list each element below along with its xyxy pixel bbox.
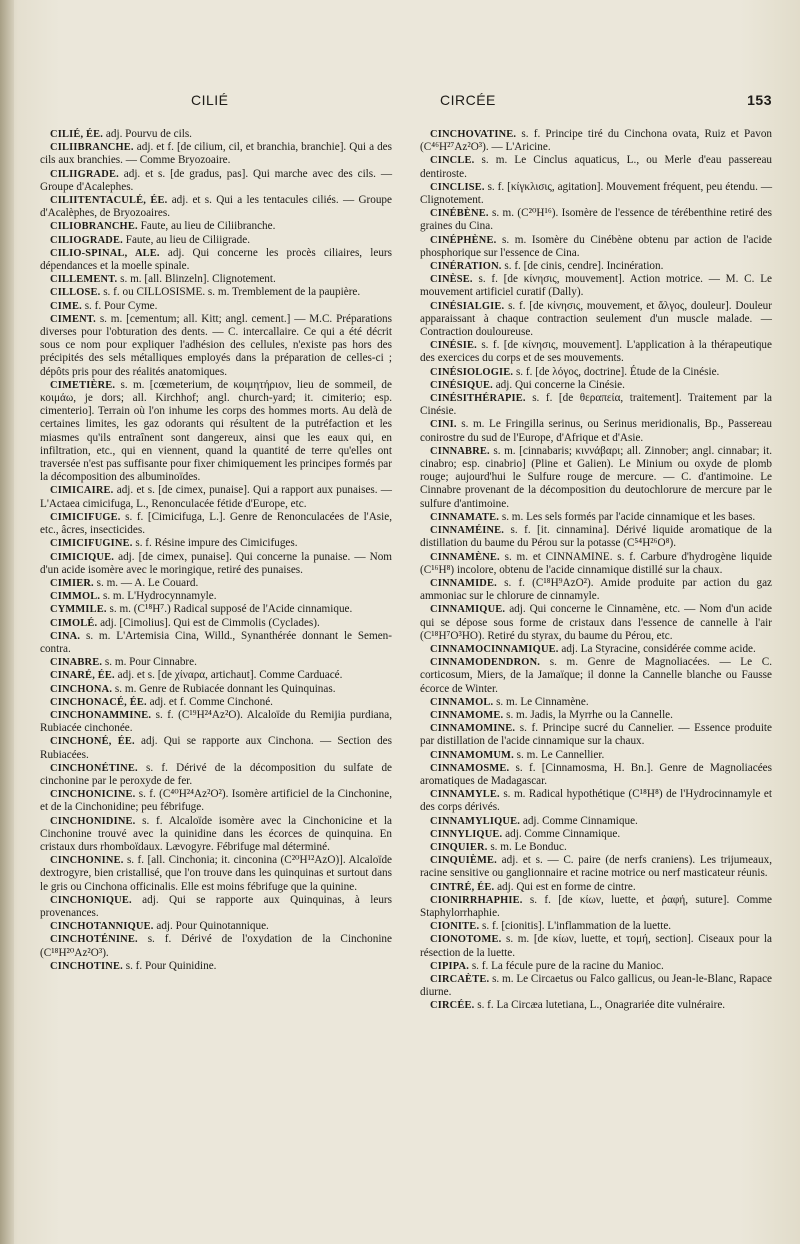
entry-headword: CINCHONIDINE. <box>50 815 136 827</box>
dictionary-entry <box>420 551 772 577</box>
entry-headword: CINÉPHÈNE. <box>430 234 497 246</box>
entry-headword: CINCHONÉTINE. <box>50 762 138 774</box>
entry-headword: CINCHONAMMINE. <box>50 709 152 721</box>
entry-headword: CINCHOTÉNINE. <box>50 934 138 946</box>
dictionary-entry <box>420 999 772 1012</box>
entry-definition: Faute, au lieu de Ciliibranche. <box>140 220 276 233</box>
entry-headword: CIPIPA. <box>430 960 470 972</box>
dictionary-entry <box>40 484 392 510</box>
entry-definition: s. m. Le Bonduc. <box>490 840 567 853</box>
entry-headword: CILIOBRANCHE. <box>50 221 138 233</box>
dictionary-entry <box>420 854 772 880</box>
entry-headword: CINQUIÈME. <box>430 855 497 867</box>
entry-headword: CINÉSIQUE. <box>430 379 493 391</box>
entry-headword: CILIIGRADE. <box>50 168 119 180</box>
entry-headword: CINNAMOCINNAMIQUE. <box>430 643 559 655</box>
entry-definition: s. f. [cionitis]. L'inflammation de la luette. <box>482 920 672 933</box>
dictionary-entry <box>420 392 772 418</box>
entry-definition: adj. Qui se rapporte aux Quinquinas, à leurs provenances. <box>40 893 392 919</box>
entry-definition: s. m. (C¹⁸H⁷.) Radical supposé de l'Acide cinnamique. <box>109 603 353 616</box>
entry-headword: CINNAMIQUE. <box>430 604 506 616</box>
entry-headword: CINI. <box>430 419 457 431</box>
entry-definition: s. f. Principe sucré du Cannelier. — Essence produite par distillation de l'acide cinnamique sur la chaux. <box>420 722 773 748</box>
entry-definition: s. m. Les sels formés par l'acide cinnamique et les bases. <box>501 510 756 523</box>
entry-definition: s. f. (C¹⁸H⁹AzO²). Amide produite par action du gaz ammoniac sur le chlorure de cinnamyle. <box>420 576 772 603</box>
entry-headword: CINCHONINE. <box>50 855 124 867</box>
entry-definition: s. f. [de cinis, cendre]. Incinération. <box>504 260 664 273</box>
entry-definition: s. m. Pour Cinnabre. <box>104 656 197 669</box>
dictionary-entry <box>420 577 772 603</box>
entry-definition: s. f. ou CILLOSISME. s. m. Tremblement de la paupière. <box>103 286 361 299</box>
entry-definition: s. f. [de κίνησις, mouvement, et ἄλγος, douleur]. Douleur apparaissant à chaque contraction seulement d'un muscle malade. — Contraction douloureuse. <box>420 299 772 339</box>
entry-definition: adj. Qui concerne les procès ciliaires, leurs dépendances et la moelle spinale. <box>40 246 392 273</box>
entry-headword: CINCHONÉ, ÉE. <box>50 736 135 748</box>
entry-definition: adj. et s. [de cimex, punaise]. Qui a rapport aux punaises. — L'Actaea cimicifuga, L., Renonculacée fétide d'Europe, etc. <box>40 484 392 510</box>
dictionary-entry <box>40 234 392 247</box>
entry-definition: adj. Qui est en forme de cintre. <box>497 880 636 893</box>
entry-definition: s. m. [all. Blinzeln]. Clignotement. <box>120 273 276 286</box>
entry-headword: CIMMOL. <box>50 591 101 603</box>
entry-headword: CYMMILE. <box>50 604 107 616</box>
entry-definition: adj. Qui se rapporte aux Cinchona. — Section des Rubiacées. <box>40 735 393 761</box>
entry-headword: CIME. <box>50 300 82 312</box>
dictionary-entry <box>40 273 392 286</box>
entry-headword: CILLOSE. <box>50 287 101 299</box>
entry-definition: s. m. Genre de Rubiacée donnant les Quinquinas. <box>114 682 336 695</box>
entry-headword: CINNAMYLE. <box>430 789 500 801</box>
entry-definition: s. m. [cementum; all. Kitt; angl. cement.] — M.C. Préparations diverses pour l'obturation des dents. — C. intercallaire. Ce qui a été décrit sous ce nom pour expliquer l'adhésion des cellules, n'existe pas hors des précipités des sels métalliques employés dans la préparation de celles-ci ; dépôts pris pour des réalités anatomiques. <box>40 312 392 378</box>
entry-headword: CINÉSITHÉRAPIE. <box>430 393 526 405</box>
dictionary-entry <box>40 537 392 550</box>
entry-headword: CILIIBRANCHE. <box>50 142 134 154</box>
dictionary-entry <box>40 762 392 788</box>
dictionary-entry <box>420 749 772 762</box>
entry-headword: CIONIRRHAPHIE. <box>430 894 523 906</box>
entry-headword: CINA. <box>50 630 81 642</box>
entry-headword: CINNAMÈNE. <box>430 551 500 563</box>
dictionary-entry <box>40 313 392 379</box>
dictionary-entry <box>40 920 392 933</box>
entry-headword: CINCHONICINE. <box>50 789 136 801</box>
dictionary-entry <box>420 722 772 748</box>
entry-definition: s. m. L'Hydrocynnamyle. <box>102 590 217 603</box>
entry-headword: CIMICIFUGE. <box>50 511 121 523</box>
dictionary-entry <box>40 551 392 577</box>
entry-definition: adj. et s. [de χίναρα, artichaut]. Comme Carduacé. <box>117 669 343 682</box>
entry-definition: s. m. Le Cinnamène. <box>496 695 589 708</box>
entry-headword: CINNAMATE. <box>430 511 500 523</box>
dictionary-entry <box>420 511 772 524</box>
entry-headword: CINNAMOL. <box>430 696 494 708</box>
entry-definition: adj. [Cimolius]. Qui est de Cimmolis (Cyclades). <box>100 616 320 629</box>
dictionary-entry <box>40 815 392 855</box>
entry-headword: CINNAMOME. <box>430 709 504 721</box>
entry-definition: adj. [de cimex, punaise]. Qui concerne la punaise. — Nom d'un acide isomère avec le moringique, retiré des punaises. <box>40 550 392 576</box>
entry-definition: s. m. Le Cinclus aquaticus, L., ou Merle d'eau passereau dentiroste. <box>420 154 773 180</box>
dictionary-entry <box>420 418 772 444</box>
entry-headword: CINÉSIOLOGIE. <box>430 366 514 378</box>
entry-definition: adj. Comme Cinnamique. <box>505 827 621 840</box>
entry-definition: Faute, au lieu de Ciliigrade. <box>125 233 251 246</box>
entry-definition: s. f. (C⁴⁰H²⁴Az²O²). Isomère artificiel de la Cinchonine, et de la Cinchonidine; peu fébrifuge. <box>40 788 392 814</box>
entry-definition: s. f. [it. cinnamina]. Dérivé liquide aromatique de la distillation du baume du Pérou sur la potasse (C⁵⁴H²⁶O⁸). <box>420 524 772 550</box>
dictionary-entry <box>40 854 392 894</box>
dictionary-entry <box>40 128 392 141</box>
entry-headword: CILLEMENT. <box>50 274 118 286</box>
dictionary-entry <box>40 933 392 959</box>
entry-headword: CINCHOTANNIQUE. <box>50 921 154 933</box>
dictionary-entry <box>40 300 392 313</box>
dictionary-entry <box>40 709 392 735</box>
left-column <box>40 128 392 973</box>
entry-headword: CINNAMODENDRON. <box>430 657 541 669</box>
dictionary-entry <box>420 524 772 550</box>
entry-definition: s. f. [de λόγος, doctrine]. Étude de la Cinésie. <box>515 365 720 378</box>
entry-headword: CINNYLIQUE. <box>430 828 503 840</box>
entry-headword: CIRCAÈTE. <box>430 974 490 985</box>
entry-definition: s. m. Le Cannellier. <box>516 748 605 761</box>
dictionary-entry <box>40 669 392 682</box>
entry-headword: CIMENT. <box>50 313 96 325</box>
dictionary-entry <box>420 643 772 656</box>
entry-headword: CINÉBÈNE. <box>430 208 489 220</box>
entry-definition: s. f. Principe tiré du Cinchona ovata, Ruiz et Pavon (C⁴⁶H²⁷Az²O³). — L'Aricine. <box>420 128 773 154</box>
entry-definition: adj. et s. Qui a les tentacules ciliés. — Groupe d'Acalèphes, de Bryozoaires. <box>40 194 392 220</box>
entry-definition: s. f. [de κίνησις, mouvement]. L'application à la thérapeutique des exercices du corps et de ses mouvements. <box>420 339 772 365</box>
dictionary-entry <box>40 577 392 590</box>
entry-definition: s. m. Le Circaetus ou Falco gallicus, ou Jean-le-Blanc, Rapace diurne. <box>420 973 773 999</box>
entry-definition: s. f. Résine impure des Cimicifuges. <box>135 537 298 550</box>
entry-headword: CILIO-SPINAL, ALE. <box>50 247 160 259</box>
entry-definition: s. f. Dérivé de l'oxydation de la Cinchonine (C¹⁸H²⁰Az²O³). <box>40 933 392 959</box>
entry-definition: s. m. [de κίων, luette, et τομή, section]. Ciseaux pour la résection de la luette. <box>420 933 772 959</box>
running-header <box>40 92 772 112</box>
entry-headword: CILIÉ, ÉE. <box>50 129 104 140</box>
entry-definition: s. m. — A. Le Couard. <box>96 576 199 589</box>
right-column <box>420 128 772 1013</box>
entry-definition: adj. Qui concerne la Cinésie. <box>495 378 625 391</box>
dictionary-entry <box>420 815 772 828</box>
dictionary-entry <box>420 828 772 841</box>
dictionary-entry <box>420 181 772 207</box>
entry-headword: CINCLE. <box>430 155 475 167</box>
dictionary-entry <box>420 128 772 154</box>
entry-definition: s. f. [κίγκλισις, agitation]. Mouvement fréquent, peu étendu. — Clignotement. <box>420 180 773 207</box>
dictionary-entry <box>420 920 772 933</box>
entry-definition: s. f. La fécule pure de la racine du Manioc. <box>471 959 664 972</box>
entry-headword: CINÈSE. <box>430 274 473 286</box>
entry-headword: CIONOTOME. <box>430 934 502 946</box>
entry-headword: CIRCÉE. <box>430 1000 475 1012</box>
entry-headword: CINCHOTINE. <box>50 960 123 972</box>
dictionary-entry <box>420 696 772 709</box>
dictionary-entry <box>420 154 772 180</box>
entry-definition: s. m. [cœmeterium, de κοιμητήριον, lieu de sommeil, de κοιμάω, je dors; all. Kirchhof; angl. church-yard; it. cimiterio; esp. cimenterio]. Terrain où l'on inhume les corps des hommes morts. Au delà de certaines limites, les gaz odorants qui résultent de la putréfaction et les miasmes qu'ils entraînent sont dangereux, ainsi que les eaux qui, en infiltration, etc., qui en viennent, quand la quantité de terre qu'elles ont traversée n'est pas suffisante pour fixer chimiquement les principes formés par la décomposition des albuminoïdes. <box>40 378 392 484</box>
entry-definition: s. f. [Cinnamosma, H. Bn.]. Genre de Magnoliacées aromatiques de Madagascar. <box>420 761 772 787</box>
entry-headword: CILIOGRADE. <box>50 234 123 246</box>
dictionary-entry <box>40 194 392 220</box>
page-number: 153 <box>747 92 772 108</box>
entry-definition: adj. et f. Comme Cinchoné. <box>149 695 273 708</box>
dictionary-entry <box>40 168 392 194</box>
dictionary-entry <box>40 379 392 485</box>
entry-headword: CINCHONIQUE. <box>50 894 132 906</box>
entry-headword: CINNAMOMUM. <box>430 749 514 761</box>
entry-definition: s. m. Jadis, la Myrrhe ou la Cannelle. <box>506 708 673 721</box>
entry-definition: adj. Pour Quinotannique. <box>156 920 269 933</box>
entry-headword: CINQUIER. <box>430 841 488 853</box>
dictionary-entry <box>420 234 772 260</box>
entry-headword: CINABRE. <box>50 657 103 669</box>
entry-definition: s. m. Isomère du Cinébène obtenu par action de l'acide phosphorique sur l'essence de Cina. <box>420 233 773 259</box>
entry-headword: CINNABRE. <box>430 445 490 457</box>
book-spine-shadow <box>0 0 14 1244</box>
entry-headword: CINCLISE. <box>430 181 485 193</box>
dictionary-entry <box>420 260 772 273</box>
entry-headword: CINTRÉ, ÉE. <box>430 881 495 893</box>
dictionary-entry <box>420 603 772 643</box>
entry-definition: s. f. Alcaloïde isomère avec la Cinchonicine et la Cinchonine trouvé avec la quinidine dans les écorces de quinquina. En cristaux durs rhomboïdaux. Lævogyre. Fébrifuge mal déterminé. <box>40 814 393 853</box>
entry-definition: s. m. et CINNAMINE. s. f. Carbure d'hydrogène liquide (C¹⁶H⁸) incolore, obtenu de l'acide cinnamique distillé sur la chaux. <box>420 550 772 576</box>
entry-headword: CINCHOVATINE. <box>430 129 517 140</box>
dictionary-entry <box>420 881 772 894</box>
dictionary-entry <box>40 683 392 696</box>
entry-headword: CIONITE. <box>430 921 480 933</box>
dictionary-entry <box>420 656 772 696</box>
entry-headword: CINÉSIALGIE. <box>430 300 505 312</box>
entry-headword: CIMICAIRE. <box>50 485 114 497</box>
entry-headword: CIMETIÈRE. <box>50 379 116 391</box>
dictionary-entry <box>40 617 392 630</box>
dictionary-entry <box>420 894 772 920</box>
entry-headword: CIMOLÉ. <box>50 617 98 629</box>
dictionary-entry <box>420 339 772 365</box>
dictionary-entry <box>40 511 392 537</box>
dictionary-entry <box>40 894 392 920</box>
dictionary-entry <box>420 933 772 959</box>
entry-headword: CINNAMIDE. <box>430 577 497 589</box>
entry-definition: s. m. Genre de Magnoliacées. — Le C. corticosum, Miers, de la Jamaïque; il donne la Cannelle blanche ou Fausse écorce de Winter. <box>420 656 772 695</box>
dictionary-entry <box>40 630 392 656</box>
dictionary-entry <box>40 960 392 973</box>
entry-headword: CINNAMOMINE. <box>430 723 516 735</box>
entry-definition: s. m. (C²⁰H¹⁶). Isomère de l'essence de térébenthine retiré des graines du Cina. <box>420 207 772 233</box>
entry-definition: s. f. (C¹⁹H²⁴Az²O). Alcaloïde du Remijia purdiana, Rubiacée cinchonée. <box>40 708 392 735</box>
entry-headword: CIMIER. <box>50 577 94 589</box>
dictionary-entry <box>420 960 772 973</box>
entry-definition: s. m. Le Fringilla serinus, ou Serinus meridionalis, Bp., Passereau conirostre du sud de l'Europe, d'Afrique et d'Asie. <box>420 418 772 444</box>
entry-headword: CINNAMOSME. <box>430 762 510 774</box>
entry-definition: s. f. Pour Quinidine. <box>125 959 217 972</box>
entry-headword: CILIITENTACULÉ, ÉE. <box>50 195 168 207</box>
dictionary-entry <box>420 973 772 999</box>
entry-definition: adj. et f. [de cilium, cil, et branchia, branchie]. Qui a des cils aux branchies. — Comme Bryozoaire. <box>40 141 392 167</box>
entry-definition: s. f. Dérivé de la décomposition du sulfate de cinchonine par le peroxyde de fer. <box>40 761 393 787</box>
entry-headword: CINÉSIE. <box>430 340 477 352</box>
dictionary-entry <box>40 286 392 299</box>
entry-definition: s. m. [cinnabaris; κιννάβαρι; all. Zinnober; angl. cinnabar; it. cinabro; esp. cinabrio] (Pline et Galien). Le Minium ou oxyde de plomb rouge; aujourd'hui le Sulfure rouge de mercure. — C. d'antimoine. Le Cinnabre provenant de la décomposition du deutochlorure de mercure par le sulfure d'antimoine. <box>420 444 773 510</box>
dictionary-entry <box>40 696 392 709</box>
entry-definition: s. f. [de κίνησις, mouvement]. Action motrice. — M. C. Le mouvement artificiel curatif (Dally). <box>420 273 772 299</box>
entry-definition: adj. Qui concerne le Cinnamène, etc. — Nom d'un acide qui se dépose sous forme de cristaux dans l'essence de cannelle à l'air (C¹⁸H⁷O³HO). Retiré du styrax, du baume du Pérou, etc. <box>420 603 772 642</box>
dictionary-entry <box>40 141 392 167</box>
dictionary-entry <box>420 788 772 814</box>
entry-definition: s. f. La Circæa lutetiana, L., Onagrariée dite vulnéraire. <box>477 999 726 1012</box>
entry-definition: s. f. [de κίων, luette, et ῥαφή, suture]. Comme Staphylorrhaphie. <box>420 893 772 919</box>
entry-definition: adj. et s. [de gradus, pas]. Qui marche avec des cils. — Groupe d'Acalephes. <box>40 167 393 193</box>
header-first-word: CILIÉ <box>191 92 229 108</box>
dictionary-entry <box>40 788 392 814</box>
entry-definition: adj. Comme Cinnamique. <box>522 814 638 827</box>
entry-definition: adj. et s. — C. paire (de nerfs craniens). Les trijumeaux, racine sensitive ou ganglionnaire et racine motrice ou nerf masticateur réunis. <box>420 854 772 880</box>
dictionary-entry <box>420 445 772 511</box>
entry-definition: s. f. [all. Cinchonia; it. cinconina (C²⁰H¹²AzO)]. Alcaloïde dextrogyre, bien cristallisé, que l'on trouve dans les quinquinas et surtout dans le gris ou Cinchona officinalis. Elle est moins fébrifuge que la quinine. <box>40 854 393 893</box>
dictionary-entry <box>420 273 772 299</box>
entry-headword: CINCHONACÉ, ÉE. <box>50 696 147 708</box>
entry-definition: s. f. Pour Cyme. <box>84 299 158 312</box>
entry-definition: s. m. Radical hypothétique (C¹⁸H⁸) de l'Hydrocinnamyle et des corps dérivés. <box>420 788 772 814</box>
dictionary-entry <box>420 841 772 854</box>
dictionary-entry <box>420 207 772 233</box>
entry-headword: CINCHONA. <box>50 683 113 695</box>
dictionary-entry <box>420 709 772 722</box>
header-last-word: CIRCÉE <box>440 92 496 108</box>
entry-definition: adj. La Styracine, considérée comme acide. <box>561 642 756 655</box>
dictionary-entry <box>40 247 392 273</box>
entry-headword: CINNAMÉINE. <box>430 525 505 537</box>
dictionary-entry <box>40 656 392 669</box>
dictionary-entry <box>420 762 772 788</box>
entry-headword: CINNAMYLIQUE. <box>430 815 521 827</box>
entry-definition: s. f. [de θεραπεία, traitement]. Traitement par la Cinésie. <box>420 392 772 418</box>
dictionary-entry <box>40 735 392 761</box>
entry-definition: s. f. [Cimicifuga, L.]. Genre de Renonculacées de l'Asie, etc., âcres, insecticides. <box>40 510 392 537</box>
dictionary-entry <box>420 300 772 340</box>
entry-headword: CIMICIQUE. <box>50 551 115 563</box>
entry-headword: CIMICIFUGINE. <box>50 538 133 550</box>
entry-headword: CINÉRATION. <box>430 261 502 273</box>
dictionary-entry <box>420 366 772 379</box>
dictionary-entry <box>420 379 772 392</box>
dictionary-entry <box>40 590 392 603</box>
dictionary-entry <box>40 603 392 616</box>
entry-headword: CINARÉ, ÉE. <box>50 670 115 682</box>
entry-definition: adj. Pourvu de cils. <box>105 128 192 140</box>
entry-definition: s. m. L'Artemisia Cina, Willd., Synanthérée donnant le Semen-contra. <box>40 629 393 655</box>
dictionary-entry <box>40 220 392 233</box>
